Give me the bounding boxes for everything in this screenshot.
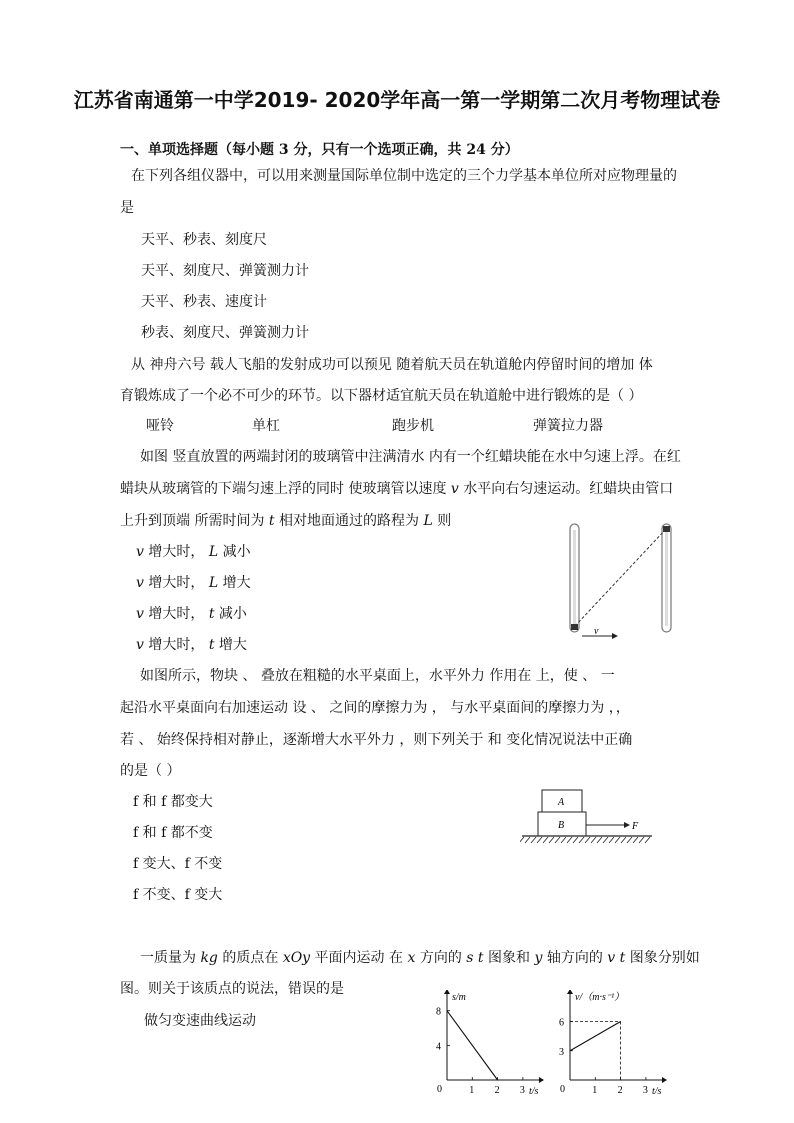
hatch-mark bbox=[537, 837, 542, 843]
q3-stem-line3: 上升到顶端 所需时间为 t 相对地面通过的路程为 L 则 bbox=[120, 513, 452, 529]
hatch-mark bbox=[579, 837, 584, 843]
velocity-label: v bbox=[594, 626, 599, 637]
q4-stem-line1: 如图所示，物块 、 叠放在粗糙的水平桌面上，水平外力 作用在 上，使 、 一 bbox=[140, 668, 615, 684]
x-tick-label: 3 bbox=[642, 1085, 648, 1095]
wax-block-start bbox=[571, 624, 578, 630]
v-t-chart bbox=[548, 990, 673, 1095]
q3-stem-line1: 如图 竖直放置的两端封闭的玻璃管中注满清水 内有一个红蜡块能在水中匀速上浮。在红 bbox=[140, 449, 681, 465]
q2-option-c: 跑步机 bbox=[392, 418, 434, 434]
q4-stem-line4: 的是（ ） bbox=[120, 763, 181, 779]
hatch-mark bbox=[525, 837, 530, 843]
q3-option-b: v 增大时， L 增大 bbox=[136, 575, 251, 591]
hatch-mark bbox=[645, 837, 650, 843]
q4-option-c: f 变大、f 不变 bbox=[133, 856, 223, 872]
y-axis-label: v/（m·s⁻¹） bbox=[575, 992, 625, 1003]
q3-option-d: v 增大时， t 增大 bbox=[136, 637, 247, 653]
x-tick-label: 1 bbox=[592, 1085, 598, 1095]
hatch-mark bbox=[585, 837, 590, 843]
origin-label: 0 bbox=[560, 1084, 565, 1095]
y-tick-label: 4 bbox=[436, 1041, 441, 1053]
y-tick-label: 6 bbox=[559, 1017, 564, 1029]
hatch-mark bbox=[555, 837, 560, 843]
ground-hatching bbox=[520, 837, 650, 843]
y-axis-arrow bbox=[444, 990, 450, 994]
velocity-arrowhead bbox=[612, 633, 618, 639]
q4-stem-line2: 起沿水平桌面向右加速运动 设 、 之间的摩擦力为 ， 与水平桌面间的摩擦力为 ，， bbox=[120, 700, 630, 716]
hatch-mark bbox=[591, 837, 596, 843]
q5-stem-line1: 一质量为 kg 的质点在 xOy 平面内运动 在 x 方向的 s t 图象和 y 轴方向的 v t 图象分别如 bbox=[140, 950, 700, 966]
q3-option-a: v 增大时， L 减小 bbox=[136, 544, 251, 560]
hatch-mark bbox=[531, 837, 536, 843]
hatch-mark bbox=[549, 837, 554, 843]
x-tick-label: 2 bbox=[617, 1085, 623, 1095]
blocks-figure bbox=[520, 788, 660, 848]
data-line bbox=[447, 1011, 498, 1080]
q1-option-b: 天平、刻度尺、弹簧测力计 bbox=[141, 263, 309, 279]
hatch-mark bbox=[621, 837, 626, 843]
hatch-mark bbox=[597, 837, 602, 843]
q3-stem-line2: 蜡块从玻璃管的下端匀速上浮的同时 使玻璃管以速度 v 水平向右匀速运动。红蜡块由管口 bbox=[120, 481, 674, 497]
q5-stem-line2: 图。则关于该质点的说法，错误的是 bbox=[120, 981, 344, 997]
q1-stem-line1: 在下列各组仪器中，可以用来测量国际单位制中选定的三个力学基本单位所对应物理量的 bbox=[131, 168, 677, 184]
q1-option-d: 秒表、刻度尺、弹簧测力计 bbox=[141, 325, 309, 341]
x-axis-label: t/s bbox=[529, 1086, 539, 1095]
hatch-mark bbox=[603, 837, 608, 843]
block-b-label: B bbox=[558, 820, 565, 831]
q4-stem-line3: 若 、 始终保持相对静止，逐渐增大水平外力 ，则下列关于 和 变化情况说法中正确 bbox=[120, 732, 633, 748]
hatch-mark bbox=[639, 837, 644, 843]
y-axis-label: s/m bbox=[452, 992, 466, 1003]
hatch-mark bbox=[573, 837, 578, 843]
y-tick-label: 3 bbox=[559, 1046, 564, 1058]
q4-option-a: f 和 f 都变大 bbox=[133, 794, 213, 810]
force-arrowhead bbox=[624, 822, 630, 828]
q3-option-c: v 增大时， t 减小 bbox=[136, 606, 247, 622]
q2-option-b: 单杠 bbox=[252, 418, 280, 434]
force-label: F bbox=[632, 821, 639, 832]
y-axis-arrow bbox=[567, 990, 573, 994]
page-title: 江苏省南通第一中学2019- 2020学年高一第一学期第二次月考物理试卷 bbox=[73, 88, 721, 112]
origin-label: 0 bbox=[437, 1084, 442, 1095]
data-line bbox=[570, 1022, 621, 1051]
hatch-mark bbox=[561, 837, 566, 843]
q4-option-d: f 不变、f 变大 bbox=[133, 887, 223, 903]
q2-stem-line1: 从 神舟六号 载人飞船的发射成功可以预见 随着航天员在轨道舱内停留时间的增加 体 bbox=[131, 357, 653, 373]
left-tube-shine bbox=[573, 530, 576, 626]
q1-option-c: 天平、秒表、速度计 bbox=[141, 294, 267, 310]
q5-option-a: 做匀变速曲线运动 bbox=[144, 1013, 256, 1029]
q1-option-a: 天平、秒表、刻度尺 bbox=[141, 232, 267, 248]
x-axis-arrow bbox=[662, 1077, 667, 1083]
hatch-mark bbox=[615, 837, 620, 843]
x-axis-label: t/s bbox=[652, 1086, 662, 1095]
hatch-mark bbox=[543, 837, 548, 843]
block-a-label: A bbox=[558, 797, 565, 808]
q4-option-b: f 和 f 都不变 bbox=[133, 825, 213, 841]
q1-stem-line2: 是 bbox=[120, 200, 134, 216]
s-t-chart bbox=[425, 990, 550, 1095]
y-tick-label: 8 bbox=[436, 1006, 441, 1018]
hatch-mark bbox=[609, 837, 614, 843]
hatch-mark bbox=[520, 837, 524, 843]
x-tick-label: 3 bbox=[519, 1085, 525, 1095]
q2-option-d: 弹簧拉力器 bbox=[533, 418, 603, 434]
q2-stem-line2: 育锻炼成了一个必不可少的环节。以下器材适宜航天员在轨道舱中进行锻炼的是（ ） bbox=[120, 388, 643, 404]
q2-option-a: 哑铃 bbox=[146, 418, 174, 434]
hatch-mark bbox=[633, 837, 638, 843]
section-heading: 一、单项选择题（每小题 3 分，只有一个选项正确，共 24 分） bbox=[120, 142, 519, 158]
x-tick-label: 1 bbox=[469, 1085, 475, 1095]
hatch-mark bbox=[627, 837, 632, 843]
path-line bbox=[575, 529, 666, 626]
x-tick-label: 2 bbox=[494, 1085, 500, 1095]
right-tube-shine bbox=[665, 530, 668, 626]
x-axis-arrow bbox=[539, 1077, 544, 1083]
glass-tube-figure bbox=[560, 520, 685, 642]
hatch-mark bbox=[567, 837, 572, 843]
